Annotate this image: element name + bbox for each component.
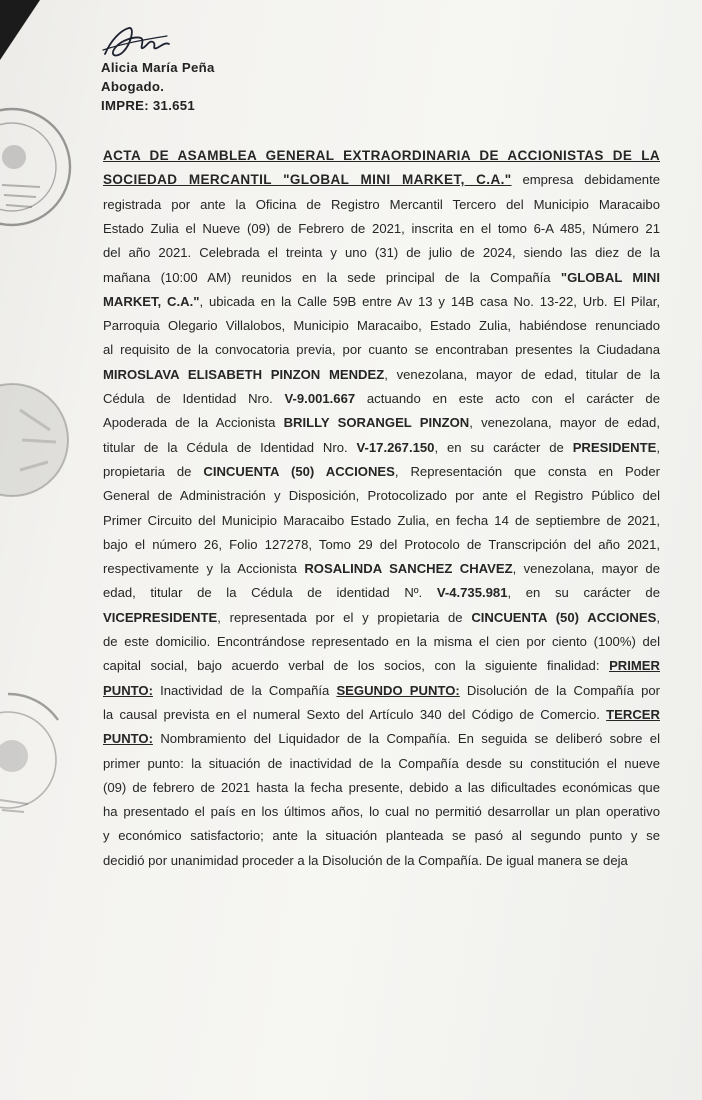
text-segment: , Representación que consta en Poder [394,463,660,479]
text-line [103,195,660,215]
text-segment: MIROSLAVA ELISABETH PINZON MENDEZ [103,366,385,382]
text-line [103,559,660,579]
text-segment: Disolución de la Compañía por [459,682,660,698]
impre-number: IMPRE: 31.651 [101,98,196,113]
signature [101,22,171,64]
text-line [103,316,660,336]
text-segment: , venezolana, mayor de [512,561,660,577]
text-segment: SOCIEDAD MERCANTIL "GLOBAL MINI MARKET, C.A." [103,172,512,188]
text-segment: , [656,439,660,455]
text-segment: registrada por ante la Oficina de Registro Mercantil Tercero del Municipio Maracaibo [103,196,660,212]
text-line [103,826,660,846]
text-line [103,438,660,458]
text-line [103,632,660,652]
text-segment: "GLOBAL MINI [560,269,661,285]
text-line [103,365,660,385]
text-line [103,146,660,166]
text-segment: bajo el número 26, Folio 127278, Tomo 29 del Protocolo de Transcripción del año 2021, [103,536,660,552]
text-line [103,292,660,312]
text-line [103,851,628,871]
text-segment: PUNTO: [103,682,153,698]
text-segment: VICEPRESIDENTE [103,609,218,625]
text-segment: , en su carácter de [507,585,660,601]
text-line [103,778,660,798]
text-line [103,462,660,482]
text-line [103,486,660,506]
text-line [103,535,660,555]
notary-stamp-middle [0,370,80,510]
text-line [103,608,660,628]
text-segment: V-17.267.150 [356,439,435,455]
text-segment: empresa debidamente [511,172,660,188]
text-segment: ACTA DE ASAMBLEA GENERAL EXTRAORDINARIA DE ACCIONISTAS DE LA [103,148,660,163]
text-segment: Nombramiento del Liquidador de la Compañía. En seguida se deliberó sobre el [152,731,660,747]
text-segment: V-9.001.667 [284,391,356,406]
text-line [103,802,660,822]
text-line [103,681,660,701]
text-line [103,268,660,288]
text-segment: Estado Zulia el Nueve (09) de Febrero de 2021, inscrita en el tomo 6-A 485, Número 21 [103,220,660,236]
text-segment: Cédula de Identidad Nro. [103,391,285,406]
text-segment: Primer Circuito del Municipio Maracaibo Estado Zulia, en fecha 14 de septiembre de 2021, [103,512,660,528]
text-segment: propietaria de [103,463,204,479]
text-line [103,219,660,239]
text-line [103,389,660,409]
text-line [103,170,660,190]
text-segment: edad, titular de la Cédula de identidad Nº. [103,585,437,601]
text-segment: , en su carácter de [434,439,573,455]
text-segment: , [656,609,660,625]
text-segment: respectivamente y la Accionista [103,561,305,577]
text-segment: PRESIDENTE [572,439,657,455]
text-segment: , venezolana, mayor de edad, titular de la [384,366,661,382]
text-segment: Parroquia Olegario Villalobos, Municipio Maracaibo, Estado Zulia, habiéndose renunciado [103,318,660,334]
dark-corner [0,0,40,60]
text-segment: BRILLY SORANGEL PINZON [283,415,470,431]
text-segment: V-4.735.981 [436,585,508,601]
text-segment: actuando en este acto con el carácter de [355,391,660,406]
text-segment: CINCUENTA (50) ACCIONES [203,463,395,479]
text-segment: , representada por el y propietaria de [217,609,472,625]
text-segment: Apoderada de la Accionista [103,415,284,431]
text-line [103,656,660,676]
text-line [103,413,660,433]
text-segment: ROSALINDA SANCHEZ CHAVEZ [304,561,513,577]
text-line [103,340,660,360]
lawyer-title: Abogado. [101,79,165,94]
text-line [103,243,660,263]
text-segment: de este domicilio. Encontrándose representado en la misma el cien por ciento (100%) del [103,634,660,649]
text-segment: ha presentado el país en los últimos años, lo cual no permitió desarrollar un plan operativo [103,804,660,820]
text-segment: del año 2021. Celebrada el treinta y uno (31) de julio de 2024, siendo las diez de la [103,245,660,261]
text-segment: la causal prevista en el numeral Sexto del Artículo 340 del Código de Comercio. [103,706,607,722]
text-segment: PRIMER [609,658,660,674]
text-segment: decidió por unanimidad proceder a la Disolución de la Compañía. De igual manera se deja [103,852,628,868]
text-line [103,511,660,531]
lawyer-name: Alicia María Peña [101,60,215,75]
text-segment: CINCUENTA (50) ACCIONES [471,609,657,625]
text-segment: MARKET, C.A." [103,293,200,309]
text-segment: titular de la Cédula de Identidad Nro. [103,439,357,455]
text-line [103,583,660,603]
text-segment: mañana (10:00 AM) reunidos en la sede principal de la Compañía [103,269,561,285]
text-segment: al requisito de la convocatoria previa, por cuanto se encontraban presentes la Ciudadana [103,342,660,358]
notary-stamp-top [0,95,74,245]
text-segment: , venezolana, mayor de edad, [469,415,660,431]
text-segment: Inactividad de la Compañía [152,682,337,698]
text-segment: TERCER [606,706,660,722]
text-segment: primer punto: la situación de inactividad de la Compañía desde su constitución el nueve [103,755,660,771]
text-segment: , ubicada en la Calle 59B entre Av 13 y 14B casa No. 13-22, Urb. El Pilar, [199,293,660,309]
text-segment: (09) de febrero de 2021 hasta la fecha presente, debido a las dificultades económicas que [103,779,660,795]
text-line [103,729,660,749]
text-line [103,705,660,725]
text-segment: General de Administración y Disposición, Protocolizado por ante el Registro Público del [103,488,660,504]
text-line [103,754,660,774]
text-segment: capital social, bajo acuerdo verbal de los socios, con la siguiente finalidad: [103,658,610,674]
notary-stamp-bottom [0,680,63,830]
text-segment: SEGUNDO PUNTO: [336,682,460,698]
text-segment: y económico satisfactorio; ante la situación planteada se pasó al segundo punto y se [103,828,660,844]
text-segment: PUNTO: [103,731,153,747]
